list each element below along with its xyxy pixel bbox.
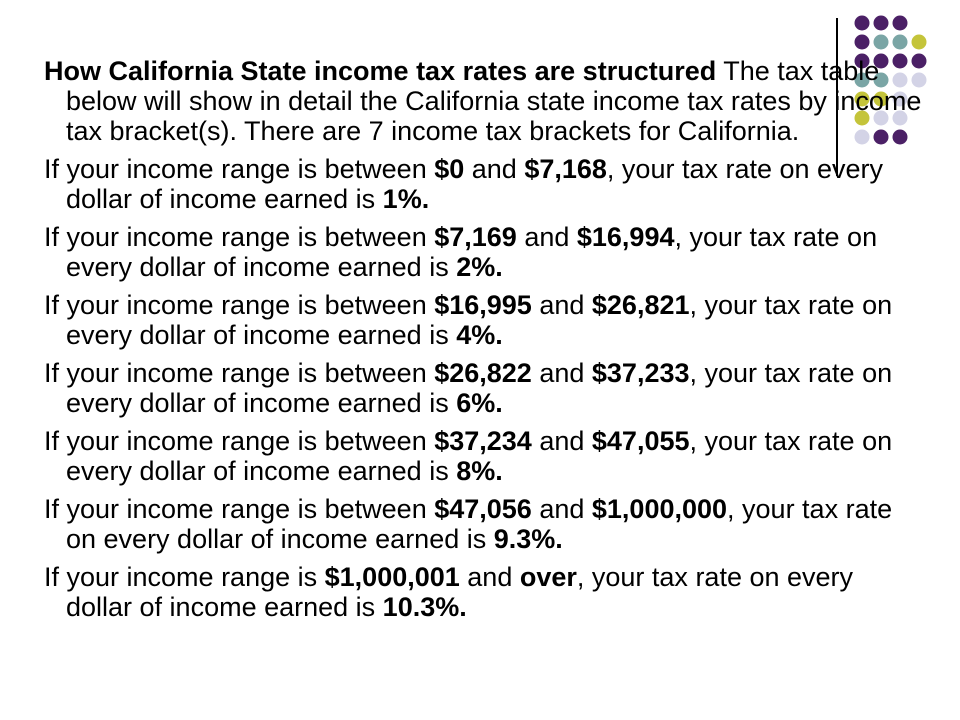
bracket-paragraph <box>44 562 924 622</box>
bracket-rate: 2%. <box>456 252 503 282</box>
bracket-prefix: If your income range is between <box>44 426 435 456</box>
bracket-low: $0 <box>434 154 465 184</box>
bracket-mid: and <box>531 358 592 388</box>
decorative-dot <box>855 16 870 31</box>
bracket-prefix: If your income range is between <box>44 494 435 524</box>
bracket-suffix: , your tax rate on every dollar of income earned is <box>66 562 854 622</box>
bracket-suffix: , your tax rate on every dollar of income earned is <box>66 290 893 350</box>
bracket-suffix: , your tax rate on every dollar of income earned is <box>66 494 893 554</box>
bracket-rate: 8%. <box>456 456 503 486</box>
decorative-dot <box>893 35 908 50</box>
bracket-mid: and <box>531 290 592 320</box>
bracket-low: $47,056 <box>434 494 532 524</box>
bracket-high: over <box>519 562 577 592</box>
bracket-low: $1,000,001 <box>324 562 460 592</box>
bracket-mid: and <box>459 562 520 592</box>
bracket-rate: 9.3%. <box>493 524 563 554</box>
bracket-paragraph <box>44 222 924 282</box>
decorative-dot <box>855 35 870 50</box>
decorative-dot <box>874 16 889 31</box>
bracket-low: $7,169 <box>434 222 517 252</box>
intro-heading: How California State income tax rates are structured <box>44 56 717 86</box>
bracket-paragraph <box>44 358 924 418</box>
bracket-low: $37,234 <box>434 426 532 456</box>
bracket-low: $26,822 <box>434 358 532 388</box>
bracket-mid: and <box>531 494 592 524</box>
bracket-rate: 1%. <box>382 184 430 214</box>
decorative-dot <box>893 16 908 31</box>
bracket-prefix: If your income range is <box>44 562 325 592</box>
bracket-high: $1,000,000 <box>591 494 728 524</box>
slide-body <box>44 56 924 630</box>
bracket-prefix: If your income range is between <box>44 222 435 252</box>
bracket-paragraph <box>44 494 924 554</box>
bracket-high: $16,994 <box>576 222 675 252</box>
bracket-high: $47,055 <box>591 426 690 456</box>
intro-paragraph <box>44 56 924 146</box>
bracket-suffix: , your tax rate on every dollar of income earned is <box>66 358 893 418</box>
bracket-paragraph <box>44 154 924 214</box>
decorative-dot <box>912 35 927 50</box>
bracket-mid: and <box>531 426 592 456</box>
bracket-suffix: , your tax rate on every dollar of income earned is <box>66 426 893 486</box>
bracket-paragraph <box>44 290 924 350</box>
bracket-paragraph <box>44 426 924 486</box>
bracket-rate: 10.3%. <box>382 592 467 622</box>
bracket-mid: and <box>464 154 525 184</box>
bracket-suffix: , your tax rate on every dollar of income earned is <box>66 222 878 282</box>
decorative-dot <box>874 35 889 50</box>
bracket-low: $16,995 <box>434 290 532 320</box>
bracket-high: $26,821 <box>591 290 690 320</box>
bracket-high: $7,168 <box>524 154 607 184</box>
bracket-high: $37,233 <box>591 358 690 388</box>
bracket-suffix: , your tax rate on every dollar of income earned is <box>66 154 884 214</box>
bracket-rate: 4%. <box>456 320 503 350</box>
bracket-mid: and <box>516 222 577 252</box>
bracket-prefix: If your income range is between <box>44 290 435 320</box>
bracket-rate: 6%. <box>456 388 503 418</box>
bracket-prefix: If your income range is between <box>44 358 435 388</box>
intro-body: The tax table below will show in detail the California state income tax rates by income tax bracket(s). There are 7 income tax brackets for California. <box>66 56 922 146</box>
bracket-prefix: If your income range is between <box>44 154 435 184</box>
